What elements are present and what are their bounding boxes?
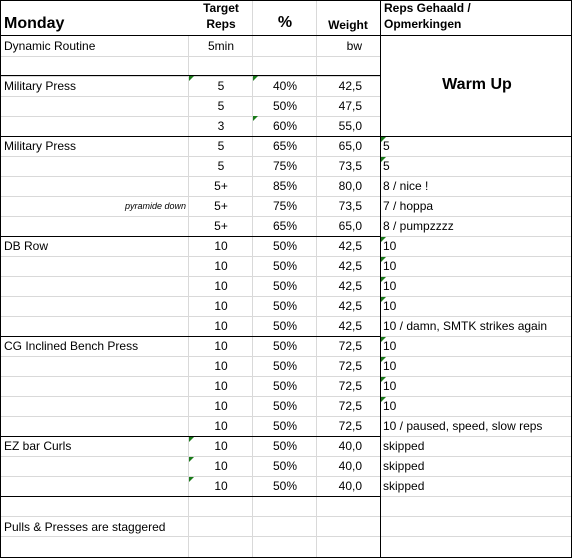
weight-cell[interactable]: 42,5 [338, 279, 362, 293]
gridline [380, 236, 572, 237]
reps-cell[interactable]: 5+ [214, 199, 228, 213]
comment-indicator-icon[interactable] [381, 397, 386, 402]
remark-cell[interactable]: 5 [383, 139, 390, 153]
comment-indicator-icon[interactable] [253, 76, 258, 81]
remark-cell[interactable]: 10 [383, 379, 397, 393]
percent-cell[interactable]: 50% [272, 419, 298, 433]
comment-indicator-icon[interactable] [381, 297, 386, 302]
percent-cell[interactable]: 50% [272, 279, 298, 293]
weight-cell[interactable]: 42,5 [338, 319, 362, 333]
reps-cell[interactable]: 10 [214, 439, 228, 453]
reps-cell[interactable]: 10 [214, 299, 228, 313]
exercise-cell[interactable]: Dynamic Routine [4, 39, 96, 53]
border-line [0, 0, 1, 558]
reps-cell[interactable]: 5 [217, 79, 225, 93]
remarks-header-line2: Opmerkingen [384, 17, 462, 31]
percent-cell[interactable]: 75% [272, 159, 298, 173]
comment-indicator-icon[interactable] [381, 357, 386, 362]
weight-cell[interactable]: 47,5 [338, 99, 362, 113]
reps-cell[interactable]: 5min [207, 39, 234, 53]
gridline [0, 176, 380, 177]
percent-cell[interactable]: 50% [272, 399, 298, 413]
gridline [0, 316, 380, 317]
remark-cell[interactable]: 10 [383, 239, 397, 253]
exercise-cell[interactable]: EZ bar Curls [4, 439, 72, 453]
gridline [380, 196, 572, 197]
gridline [380, 156, 572, 157]
gridline [380, 436, 572, 437]
comment-indicator-icon[interactable] [189, 477, 194, 482]
gridline [380, 336, 572, 337]
weight-cell[interactable]: 72,5 [338, 379, 362, 393]
border-line [0, 336, 381, 337]
percent-cell[interactable]: 50% [272, 459, 298, 473]
remark-cell[interactable]: 5 [383, 159, 390, 173]
gridline [0, 156, 380, 157]
comment-indicator-icon[interactable] [381, 237, 386, 242]
reps-cell[interactable]: 10 [214, 259, 228, 273]
reps-cell[interactable]: 10 [214, 459, 228, 473]
weight-cell[interactable]: 73,5 [338, 159, 362, 173]
gridline [380, 496, 572, 497]
percent-cell[interactable]: 50% [272, 239, 298, 253]
percent-cell[interactable]: 65% [272, 139, 298, 153]
remark-cell[interactable]: 8 / pumpzzzz [383, 219, 454, 233]
percent-cell[interactable]: 50% [272, 359, 298, 373]
gridline [0, 516, 380, 517]
weight-cell[interactable]: 65,0 [338, 139, 362, 153]
gridline [380, 456, 572, 457]
reps-cell[interactable]: 5 [217, 139, 225, 153]
gridline [380, 276, 572, 277]
percent-cell[interactable]: 50% [272, 259, 298, 273]
comment-indicator-icon[interactable] [381, 157, 386, 162]
remarks-header-line1: Reps Gehaald / [384, 1, 471, 15]
weight-cell[interactable]: 72,5 [338, 399, 362, 413]
weight-cell[interactable]: 55,0 [338, 119, 362, 133]
footer-note[interactable]: Pulls & Presses are staggered [4, 520, 166, 534]
gridline [316, 0, 317, 558]
target-reps-header-line1: Target [203, 1, 239, 15]
percent-cell[interactable]: 50% [272, 319, 298, 333]
remark-cell[interactable]: 10 [383, 259, 397, 273]
reps-cell[interactable]: 5+ [214, 219, 228, 233]
percent-cell[interactable]: 40% [272, 79, 298, 93]
exercise-cell[interactable]: CG Inclined Bench Press [4, 339, 139, 353]
reps-cell[interactable]: 10 [214, 379, 228, 393]
comment-indicator-icon[interactable] [381, 257, 386, 262]
reps-cell[interactable]: 10 [214, 479, 228, 493]
remark-cell[interactable]: 10 / paused, speed, slow reps [383, 419, 543, 433]
weight-cell[interactable]: 65,0 [338, 219, 362, 233]
reps-cell[interactable]: 5 [217, 99, 225, 113]
weight-cell[interactable]: 72,5 [338, 359, 362, 373]
remark-cell[interactable]: 10 [383, 339, 397, 353]
comment-indicator-icon[interactable] [381, 277, 386, 282]
remark-cell[interactable]: 10 [383, 359, 397, 373]
weight-cell[interactable]: 40,0 [338, 479, 362, 493]
percent-cell[interactable]: 60% [272, 119, 298, 133]
comment-indicator-icon[interactable] [189, 76, 194, 81]
reps-cell[interactable]: 10 [214, 339, 228, 353]
comment-indicator-icon[interactable] [381, 337, 386, 342]
reps-cell[interactable]: 10 [214, 319, 228, 333]
gridline [0, 56, 380, 57]
weight-cell[interactable]: bw [346, 39, 362, 53]
comment-indicator-icon[interactable] [189, 457, 194, 462]
comment-indicator-icon[interactable] [253, 116, 258, 121]
percent-cell[interactable]: 50% [272, 339, 298, 353]
gridline [0, 416, 380, 417]
gridline [0, 376, 380, 377]
comment-indicator-icon[interactable] [381, 137, 386, 142]
comment-indicator-icon[interactable] [381, 377, 386, 382]
reps-cell[interactable]: 5+ [214, 179, 228, 193]
percent-cell[interactable]: 50% [272, 479, 298, 493]
remark-cell[interactable]: 8 / nice ! [383, 179, 429, 193]
percent-cell[interactable]: 50% [272, 439, 298, 453]
gridline [380, 476, 572, 477]
exercise-cell[interactable]: Military Press [4, 79, 77, 93]
gridline [380, 216, 572, 217]
reps-cell[interactable]: 3 [217, 119, 225, 133]
note-cell[interactable]: pyramide down [124, 201, 186, 211]
reps-cell[interactable]: 10 [214, 419, 228, 433]
remark-cell[interactable]: 10 [383, 399, 397, 413]
gridline [0, 116, 380, 117]
gridline [380, 516, 572, 517]
reps-cell[interactable]: 10 [214, 399, 228, 413]
border-line [0, 136, 572, 137]
gridline [380, 396, 572, 397]
percent-cell[interactable]: 50% [272, 379, 298, 393]
percent-cell[interactable]: 50% [272, 299, 298, 313]
remark-cell[interactable]: 10 [383, 279, 397, 293]
gridline [0, 96, 380, 97]
gridline [0, 276, 380, 277]
reps-cell[interactable]: 5 [217, 159, 225, 173]
border-line [0, 496, 381, 497]
border-line [0, 0, 572, 1]
percent-cell[interactable]: 85% [272, 179, 298, 193]
weight-cell[interactable]: 42,5 [338, 239, 362, 253]
gridline [0, 396, 380, 397]
weight-cell[interactable]: 42,5 [338, 259, 362, 273]
target-reps-header-line2: Reps [206, 17, 236, 31]
remark-cell[interactable]: skipped [383, 459, 425, 473]
gridline [0, 356, 380, 357]
border-line [0, 35, 572, 36]
border-line [0, 236, 381, 237]
weight-cell[interactable]: 80,0 [338, 179, 362, 193]
percent-cell[interactable]: 65% [272, 219, 298, 233]
gridline [252, 0, 253, 558]
gridline [380, 356, 572, 357]
weight-header: Weight [328, 18, 368, 32]
reps-cell[interactable]: 10 [214, 239, 228, 253]
gridline [0, 216, 380, 217]
comment-indicator-icon[interactable] [189, 437, 194, 442]
gridline [0, 256, 380, 257]
weight-cell[interactable]: 73,5 [338, 199, 362, 213]
weight-cell[interactable]: 40,0 [338, 459, 362, 473]
weight-cell[interactable]: 40,0 [338, 439, 362, 453]
gridline [380, 316, 572, 317]
gridline [0, 296, 380, 297]
warm-up-label[interactable]: Warm Up [442, 76, 512, 93]
gridline [380, 536, 572, 537]
remark-cell[interactable]: 10 [383, 299, 397, 313]
gridline [380, 176, 572, 177]
percent-header: % [277, 14, 293, 31]
remark-cell[interactable]: 7 / hoppa [383, 199, 434, 213]
weight-cell[interactable]: 42,5 [338, 79, 362, 93]
percent-cell[interactable]: 75% [272, 199, 298, 213]
gridline [0, 196, 380, 197]
weight-cell[interactable]: 42,5 [338, 299, 362, 313]
weight-cell[interactable]: 72,5 [338, 339, 362, 353]
reps-cell[interactable]: 10 [214, 359, 228, 373]
remark-cell[interactable]: skipped [383, 479, 425, 493]
percent-cell[interactable]: 50% [272, 99, 298, 113]
weight-cell[interactable]: 72,5 [338, 419, 362, 433]
gridline [380, 296, 572, 297]
exercise-cell[interactable]: Military Press [4, 139, 77, 153]
gridline [380, 256, 572, 257]
reps-cell[interactable]: 10 [214, 279, 228, 293]
gridline [380, 376, 572, 377]
gridline [0, 536, 380, 537]
remark-cell[interactable]: skipped [383, 439, 425, 453]
remark-cell[interactable]: 10 / damn, SMTK strikes again [383, 319, 548, 333]
day-header[interactable]: Monday [4, 15, 65, 32]
gridline [380, 416, 572, 417]
exercise-cell[interactable]: DB Row [4, 239, 49, 253]
